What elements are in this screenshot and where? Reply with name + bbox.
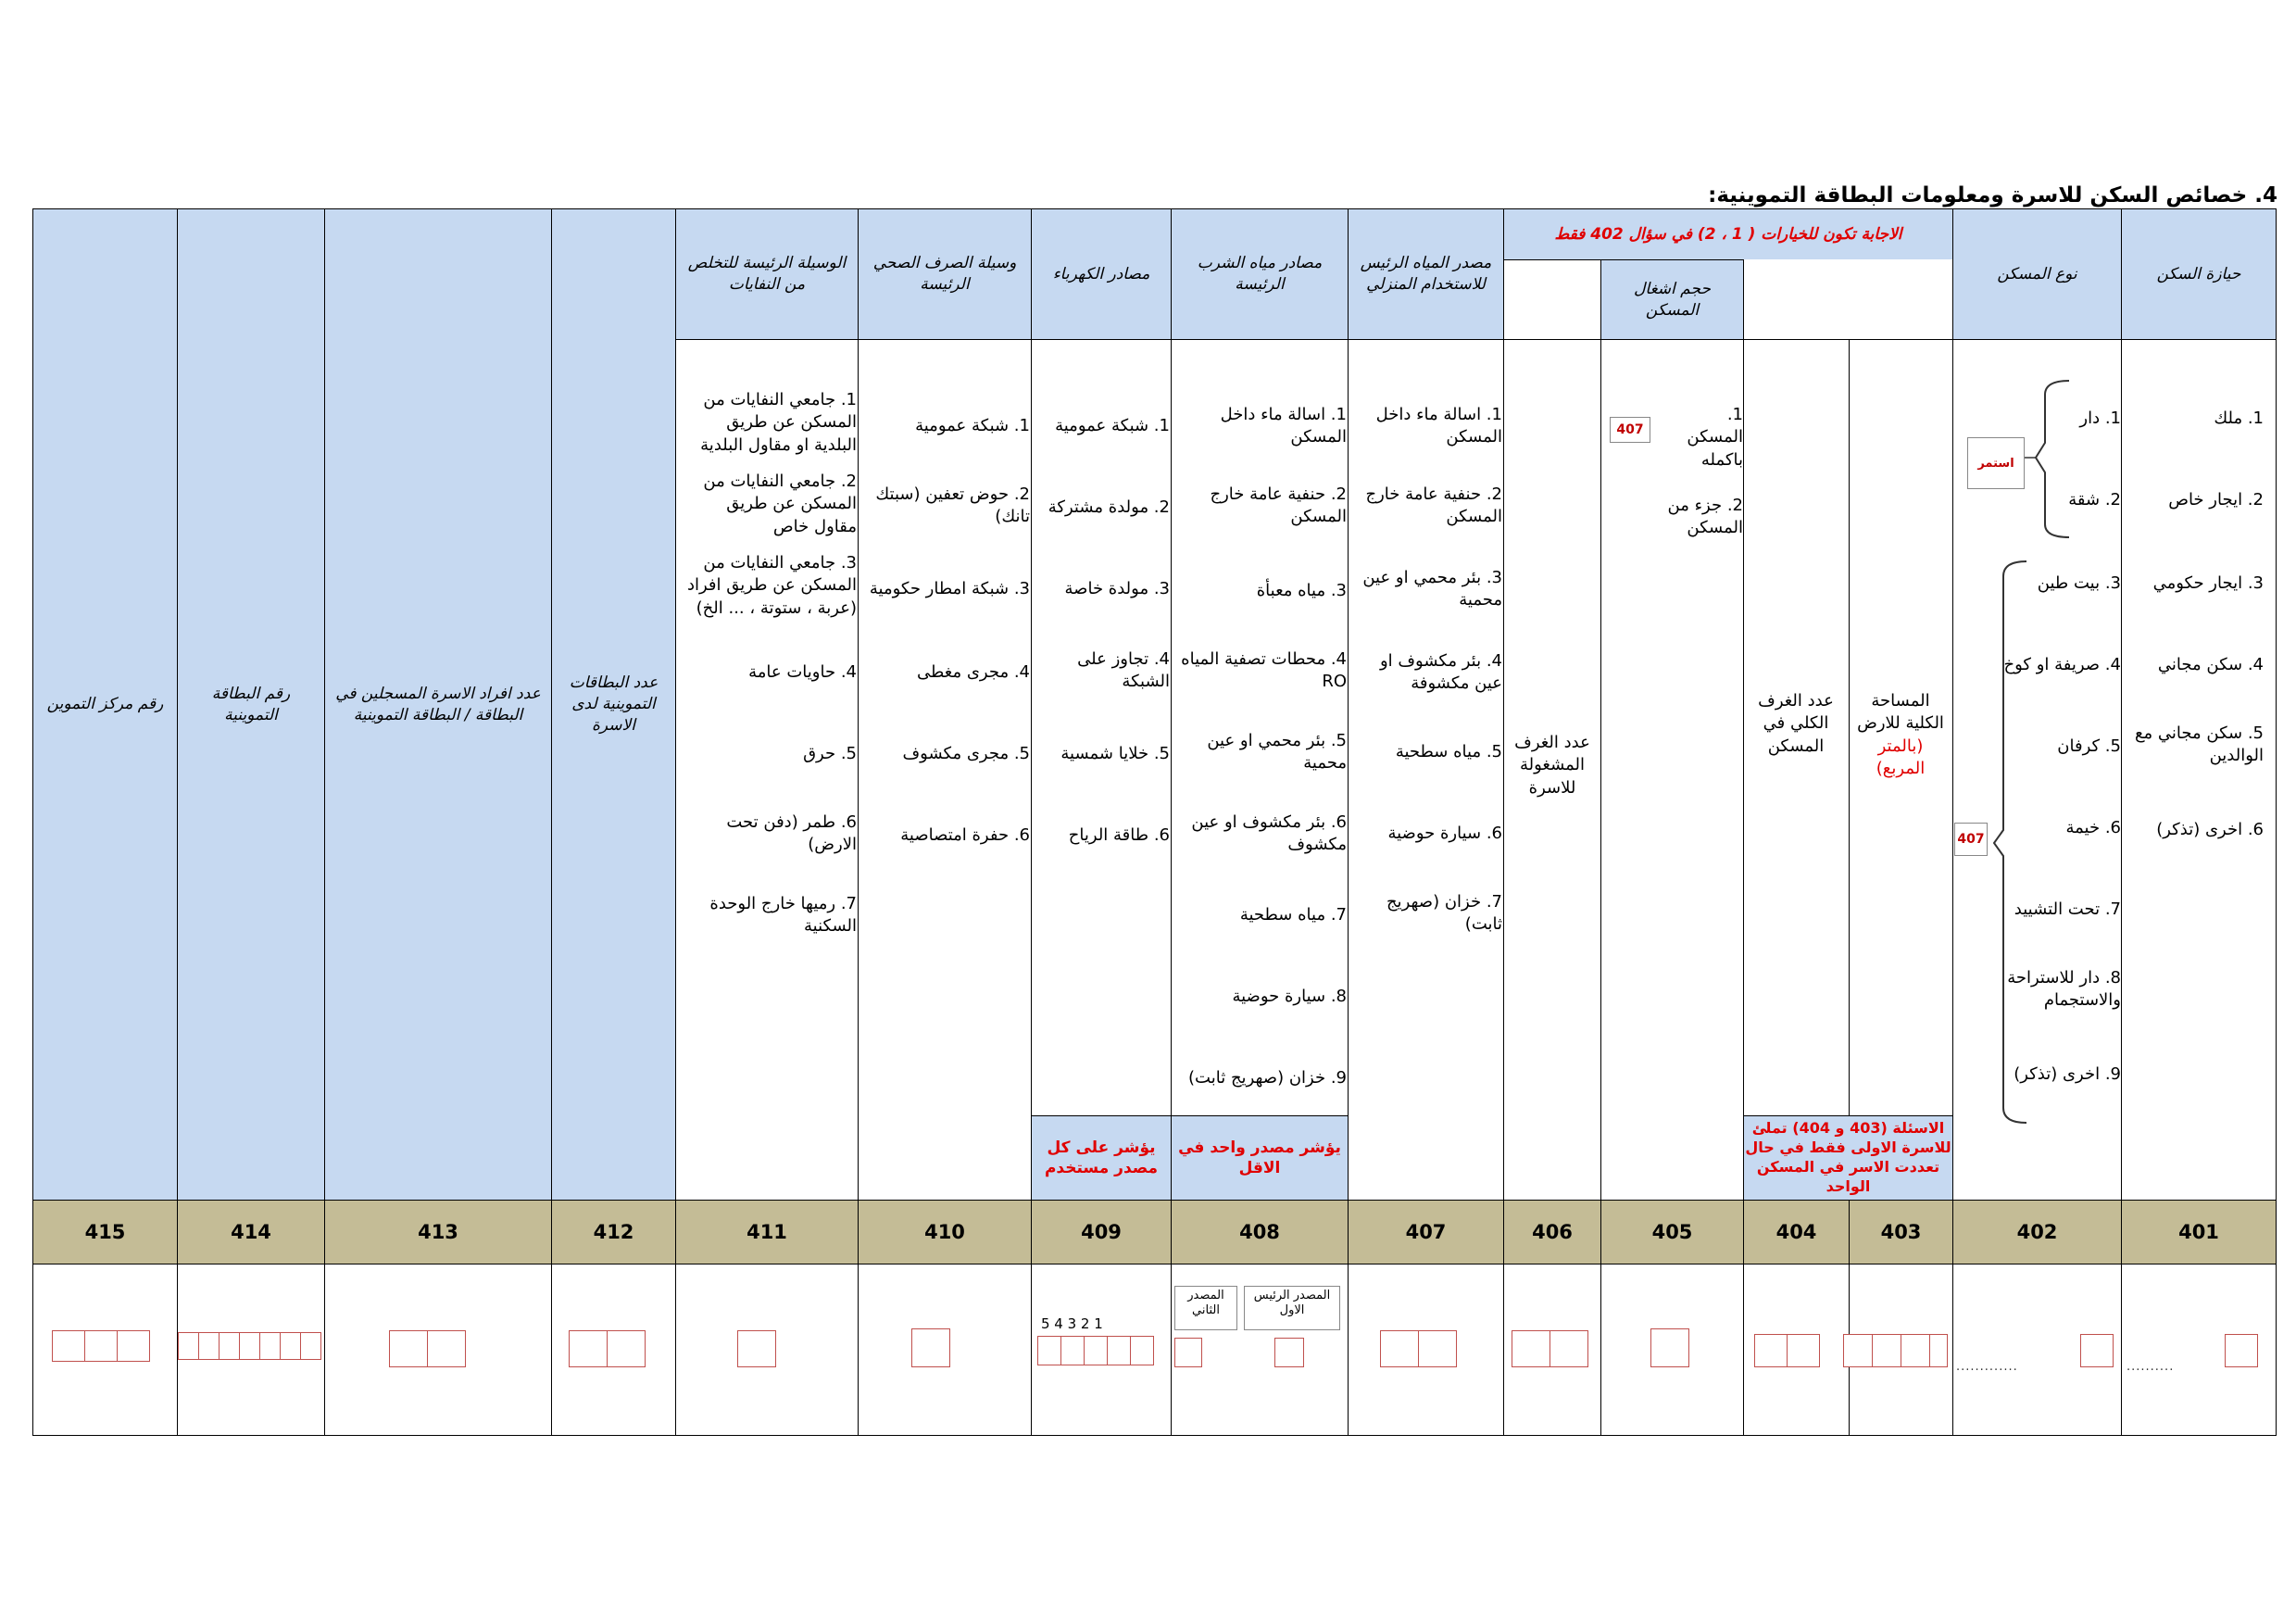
option-411-5[interactable]: 5. حرق	[803, 744, 857, 763]
option-402-1[interactable]: 1. دار	[2079, 409, 2121, 428]
option-408-8[interactable]: 8. سيارة حوضية	[1232, 987, 1347, 1006]
option-408-9[interactable]: 9. خزان (صهريج ثابت)	[1188, 1068, 1347, 1088]
option-411-6[interactable]: 6. طمر (دفن تحت الارض)	[726, 812, 857, 855]
answer-box-409-2[interactable]	[1107, 1336, 1131, 1365]
answer-box-413-a[interactable]	[389, 1330, 428, 1367]
option-402-6[interactable]: 6. خيمة	[2065, 818, 2121, 837]
note-408: يؤشر مصدر واحد في الاقل	[1171, 1115, 1349, 1201]
qnum-407: 407	[1348, 1200, 1504, 1264]
header-409: مصادر الكهرباء	[1031, 208, 1172, 340]
option-407-2[interactable]: 2. حنفية عامة خارج المسكن	[1365, 484, 1502, 527]
answer-box-403-a[interactable]	[1843, 1334, 1873, 1367]
answer-box-401[interactable]	[2225, 1334, 2258, 1367]
option-408-1[interactable]: 1. اسالة ماء داخل المسكن	[1220, 405, 1347, 447]
answer-box-402[interactable]	[2080, 1334, 2114, 1367]
header-403: المساحة الكلية للارض (بالمتر المربع)	[1857, 691, 1944, 778]
option-408-6[interactable]: 6. بئر مكشوف او عين مكشوف	[1191, 812, 1347, 855]
header-401: حيازة السكن	[2121, 208, 2277, 340]
dotted-line-401: ..........	[2127, 1360, 2175, 1374]
qnum-408: 408	[1171, 1200, 1349, 1264]
option-408-4[interactable]: 4. محطات تصفية المياه RO	[1181, 649, 1347, 692]
answer-box-412-b[interactable]	[607, 1330, 646, 1367]
option-408-2[interactable]: 2. حنفية عامة خارج المسكن	[1210, 484, 1347, 527]
header-404: عدد الغرف الكلي في المسكن	[1758, 691, 1834, 756]
body-409	[1031, 339, 1172, 1201]
option-410-5[interactable]: 5. مجرى مكشوف	[902, 744, 1030, 763]
header-412: عدد البطاقات التموينية لدى الاسرة	[551, 208, 676, 1201]
answer-box-414-c[interactable]	[219, 1332, 240, 1360]
answer-box-415-a[interactable]	[52, 1330, 85, 1362]
option-407-6[interactable]: 6. سيارة حوضية	[1387, 824, 1502, 843]
option-409-1[interactable]: 1. شبكة عمومية	[1055, 416, 1170, 435]
group-header: الاجابة تكون للخيارات ( 1 ، 2) في سؤال 402 فقط	[1503, 208, 1953, 260]
header-405: حجم اشغال المسكن	[1600, 259, 1744, 340]
note-403-404: الاسئلة (403 و 404) تملئ للاسرة الاولى فقط في حال تعددت الاسر في المسكن الواحد	[1743, 1115, 1953, 1201]
answer-box-403-d[interactable]	[1929, 1334, 1948, 1367]
qnum-402: 402	[1952, 1200, 2122, 1264]
answer-box-413-b[interactable]	[427, 1330, 466, 1367]
option-408-7[interactable]: 7. مياه سطحية	[1239, 905, 1347, 925]
option-401-5[interactable]: 5. سكن مجاني مع الوالدين	[2134, 723, 2264, 766]
option-407-1[interactable]: 1. اسالة ماء داخل المسكن	[1375, 405, 1502, 447]
option-401-2[interactable]: 2. ايجار خاص	[2168, 490, 2264, 510]
label-408-main-source: المصدر الرئيس الاول	[1244, 1286, 1340, 1330]
qnum-415: 415	[32, 1200, 178, 1264]
option-402-5[interactable]: 5. كرفان	[2057, 736, 2121, 756]
option-405-2[interactable]: 2. جزء من المسكن	[1667, 496, 1743, 538]
header-408: مصادر مياه الشرب الرئيسة	[1171, 208, 1349, 340]
qnum-412: 412	[551, 1200, 676, 1264]
option-402-7[interactable]: 7. تحت التشييد	[2014, 900, 2121, 919]
options-401	[2125, 408, 2264, 871]
answer-box-403-c[interactable]	[1901, 1334, 1930, 1367]
option-409-6[interactable]: 6. طاقة الرياح	[1068, 825, 1170, 845]
answer-box-407-b[interactable]	[1418, 1330, 1457, 1367]
answer-box-409-5[interactable]	[1037, 1336, 1061, 1365]
header-406: عدد الغرف المشغولة للاسرة	[1514, 733, 1590, 798]
body-411	[675, 339, 859, 1201]
answer-box-409-1[interactable]	[1130, 1336, 1154, 1365]
option-405-1[interactable]: 1. المسكن باكمله	[1687, 405, 1743, 470]
body-407	[1348, 339, 1504, 1201]
option-410-2[interactable]: 2. حوض تعفين (سبتك تانك)	[875, 484, 1030, 527]
skip-407-from-402: 407	[1954, 823, 1988, 856]
answer-box-407-a[interactable]	[1380, 1330, 1419, 1367]
digits-409: 5 4 3 2 1	[1041, 1315, 1103, 1332]
option-402-2[interactable]: 2. شقة	[2068, 490, 2121, 510]
answer-box-409-4[interactable]	[1060, 1336, 1085, 1365]
option-409-2[interactable]: 2. مولدة مشتركة	[1048, 497, 1170, 517]
option-407-7[interactable]: 7. خزان (صهريج ثابت)	[1386, 892, 1502, 935]
header-411: الوسيلة الرئيسة للتخلص من النفايات	[675, 208, 859, 340]
qnum-411: 411	[675, 1200, 859, 1264]
body-410	[858, 339, 1032, 1201]
option-410-4[interactable]: 4. مجرى مغطى	[917, 662, 1030, 682]
option-408-5[interactable]: 5. بئر محمي او عين محمية	[1207, 731, 1347, 774]
header-414: رقم البطاقة التموينية	[177, 208, 325, 1201]
answer-box-414-d[interactable]	[239, 1332, 260, 1360]
answer-box-406-a[interactable]	[1512, 1330, 1550, 1367]
answer-box-412-a[interactable]	[569, 1330, 608, 1367]
option-409-4[interactable]: 4. تجاوز على الشبكة	[1077, 649, 1170, 692]
header-413: عدد افراد الاسرة المسجلين في البطاقة / البطاقة التموينية	[324, 208, 552, 1201]
option-411-4[interactable]: 4. حاويات عامة	[748, 662, 857, 682]
header-415: رقم مركز التموين	[32, 208, 178, 1201]
option-409-3[interactable]: 3. مولدة خاصة	[1064, 579, 1170, 598]
qnum-406: 406	[1503, 1200, 1601, 1264]
note-409: يؤشر على كل مصدر مستخدم	[1031, 1115, 1172, 1201]
option-402-4[interactable]: 4. صريفة او كوخ	[2003, 655, 2121, 674]
answer-box-415-b[interactable]	[84, 1330, 118, 1362]
answer-box-409-3[interactable]	[1084, 1336, 1108, 1365]
answer-box-408-main[interactable]	[1274, 1338, 1304, 1367]
option-411-7[interactable]: 7. رميها خارج الوحدة السكنية	[709, 894, 857, 937]
header-402: نوع المسكن	[1952, 208, 2122, 340]
answer-box-410[interactable]	[911, 1328, 950, 1367]
option-402-3[interactable]: 3. بيت طين	[2037, 573, 2121, 593]
option-411-1[interactable]: 1. جامعي النفايات من المسكن عن طريق البلدية او مقاول البلدية	[700, 390, 857, 455]
answer-box-406-b[interactable]	[1549, 1330, 1588, 1367]
answer-box-405[interactable]	[1650, 1328, 1689, 1367]
answer-box-414-g[interactable]	[300, 1332, 321, 1360]
qnum-413: 413	[324, 1200, 552, 1264]
answer-box-414-e[interactable]	[259, 1332, 281, 1360]
answer-box-414-f[interactable]	[280, 1332, 301, 1360]
option-407-3[interactable]: 3. بئر محمي او عين محمية	[1362, 568, 1502, 610]
option-402-8[interactable]: 8. دار للاستراحة والاستجمام	[2007, 968, 2121, 1011]
option-410-3[interactable]: 3. شبكة امطار حكومية	[869, 579, 1030, 598]
qnum-405: 405	[1600, 1200, 1744, 1264]
label-408-second-source: المصدر الثاني	[1174, 1286, 1237, 1330]
header-406-top	[1503, 259, 1601, 340]
option-401-4[interactable]: 4. سكن مجاني	[2157, 655, 2264, 674]
qnum-414: 414	[177, 1200, 325, 1264]
skip-407-from-405: 407	[1610, 417, 1650, 443]
option-410-1[interactable]: 1. شبكة عمومية	[915, 416, 1030, 435]
skip-continue-402: استمر	[1967, 437, 2025, 489]
qnum-401: 401	[2121, 1200, 2277, 1264]
option-401-6[interactable]: 6. اخرى (تذكر)	[2156, 820, 2264, 839]
answer-box-404-a[interactable]	[1754, 1334, 1788, 1367]
qnum-403: 403	[1849, 1200, 1953, 1264]
qnum-409: 409	[1031, 1200, 1172, 1264]
dotted-line-402: .............	[1956, 1360, 2018, 1374]
answer-box-408-second[interactable]	[1174, 1338, 1202, 1367]
option-408-3[interactable]: 3. مياه معبأة	[1256, 581, 1347, 600]
option-411-2[interactable]: 2. جامعي النفايات من المسكن عن طريق مقاول خاص	[703, 472, 857, 536]
header-410: وسيلة الصرف الصحي الرئيسة	[858, 208, 1032, 340]
answer-box-404-b[interactable]	[1787, 1334, 1820, 1367]
answer-box-415-c[interactable]	[117, 1330, 150, 1362]
option-407-5[interactable]: 5. مياه سطحية	[1395, 742, 1502, 761]
body-404	[1743, 339, 1850, 1201]
answer-box-403-b[interactable]	[1872, 1334, 1901, 1367]
answer-box-411[interactable]	[737, 1330, 776, 1367]
option-411-3[interactable]: 3. جامعي النفايات من المسكن عن طريق افراد (عربة ، ستوتة ، ... الخ)	[686, 553, 857, 618]
answer-box-414-b[interactable]	[198, 1332, 220, 1360]
option-402-9[interactable]: 9. اخرى (تذكر)	[2014, 1064, 2121, 1084]
option-410-6[interactable]: 6. حفرة امتصاصية	[900, 825, 1030, 845]
option-401-1[interactable]: 1. ملك	[2214, 409, 2264, 428]
answer-box-414-a[interactable]	[178, 1332, 199, 1360]
qnum-410: 410	[858, 1200, 1032, 1264]
section-title: 4. خصائص السكن للاسرة ومعلومات البطاقة التموينية:	[1708, 183, 2277, 208]
qnum-404: 404	[1743, 1200, 1850, 1264]
option-409-5[interactable]: 5. خلايا شمسية	[1060, 744, 1170, 763]
header-407: مصدر المياه الرئيس للاستخدام المنزلي	[1348, 208, 1504, 340]
option-401-3[interactable]: 3. ايجار حكومي	[2152, 573, 2264, 593]
option-407-4[interactable]: 4. بئر مكشوف او عين مكشوفة	[1379, 651, 1502, 694]
